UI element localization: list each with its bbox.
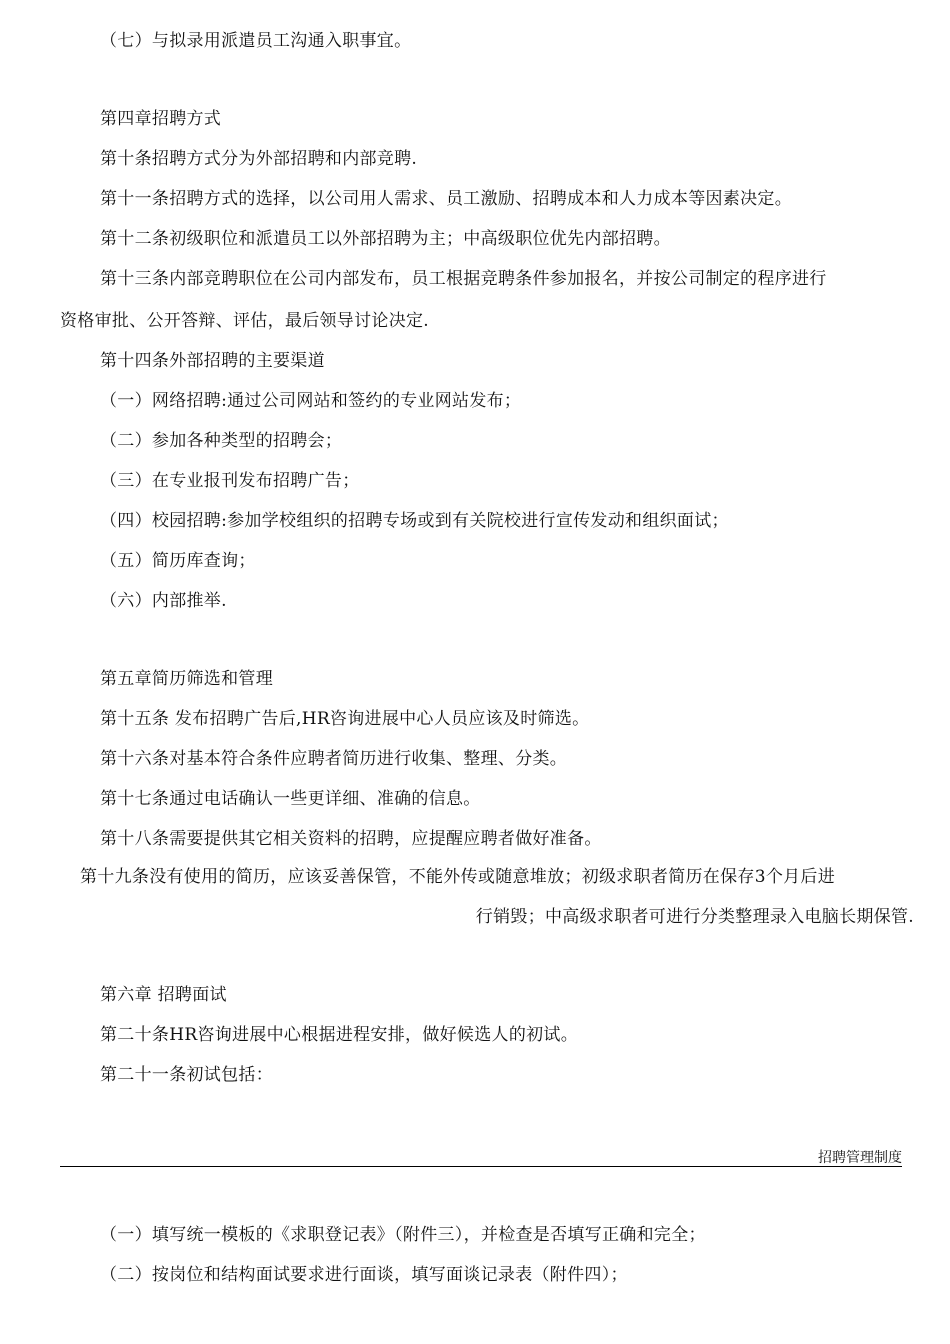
paragraph-item-7: （七）与拟录用派遣员工沟通入职事宜。 (100, 31, 412, 51)
interview-item-1: （一）填写统一模板的《求职登记表》（附件三），并检查是否填写正确和完全； (100, 1225, 706, 1245)
article-21: 第二十一条初试包括： (100, 1065, 273, 1085)
article-19-line-2: 行销毁；中高级求职者可进行分类整理录入电脑长期保管. (475, 907, 914, 927)
article-15: 第十五条 发布招聘广告后,HR咨询进展中心人员应该及时筛选。 (100, 709, 590, 729)
article-11: 第十一条招聘方式的选择，以公司用人需求、员工激励、招聘成本和人力成本等因素决定。 (100, 189, 792, 209)
interview-item-2: （二）按岗位和结构面试要求进行面谈，填写面谈记录表（附件四）； (100, 1265, 628, 1285)
article-13-line-1: 第十三条内部竞聘职位在公司内部发布，员工根据竞聘条件参加报名，并按公司制定的程序进行 (100, 269, 827, 289)
channel-item-2: （二）参加各种类型的招聘会； (100, 431, 343, 451)
article-12: 第十二条初级职位和派遣员工以外部招聘为主；中高级职位优先内部招聘。 (100, 229, 671, 249)
channel-item-3: （三）在专业报刊发布招聘广告； (100, 471, 360, 491)
article-18: 第十八条需要提供其它相关资料的招聘，应提醒应聘者做好准备。 (100, 829, 602, 849)
chapter-6-heading: 第六章 招聘面试 (100, 985, 227, 1005)
article-20: 第二十条HR咨询进展中心根据进程安排，做好候选人的初试。 (100, 1025, 579, 1045)
channel-item-1: （一）网络招聘:通过公司网站和签约的专业网站发布； (100, 391, 522, 411)
article-10: 第十条招聘方式分为外部招聘和内部竞聘. (100, 149, 418, 169)
header-divider (60, 1166, 902, 1167)
chapter-5-heading: 第五章简历筛选和管理 (100, 669, 273, 689)
article-19-line-1: 第十九条没有使用的简历，应该妥善保管，不能外传或随意堆放；初级求职者简历在保存3个月后进 (80, 867, 836, 887)
article-17: 第十七条通过电话确认一些更详细、准确的信息。 (100, 789, 481, 809)
article-16: 第十六条对基本符合条件应聘者简历进行收集、整理、分类。 (100, 749, 568, 769)
chapter-4-heading: 第四章招聘方式 (100, 109, 222, 129)
channel-item-5: （五）简历库查询； (100, 551, 256, 571)
channel-item-4: （四）校园招聘:参加学校组织的招聘专场或到有关院校进行宣传发动和组织面试； (100, 511, 729, 531)
running-header-title: 招聘管理制度 (818, 1150, 902, 1166)
channel-item-6: （六）内部推举. (100, 591, 227, 611)
article-14: 第十四条外部招聘的主要渠道 (100, 351, 325, 371)
article-13-line-2: 资格审批、公开答辩、评估，最后领导讨论决定. (60, 311, 430, 331)
